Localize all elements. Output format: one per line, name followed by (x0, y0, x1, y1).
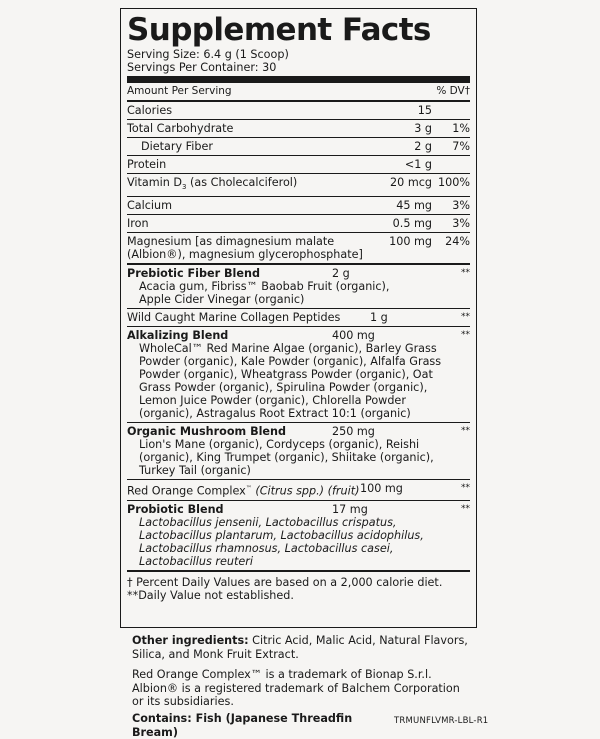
footnote: **Daily Value not established. (127, 588, 294, 602)
nutrient-row: Calcium 45 mg 3% (127, 197, 470, 215)
dv-header-label: % DV† (436, 85, 470, 97)
blend-block: Prebiotic Fiber Blend 2 g ** Acacia gum, Fibriss™ Baobab Fruit (organic), Apple Cider Vinegar (organic) (127, 265, 470, 309)
serving-size: Serving Size: 6.4 g (1 Scoop) (127, 48, 289, 61)
amount-per-serving-label: Amount Per Serving (127, 85, 232, 97)
nutrient-row: Protein <1 g (127, 156, 470, 174)
supplement-facts-panel (120, 8, 477, 628)
blend-block: Probiotic Blend 17 mg ** Lactobacillus jensenii, Lactobacillus crispatus, Lactobacillus plantarum, Lactobacillus acidophilus, Lactobacillus rhamnosus, Lactobacillus casei, Lactobacillus reuteri (127, 501, 470, 572)
nutrient-row: Total Carbohydrate 3 g 1% (127, 120, 470, 138)
nutrient-row: Iron 0.5 mg 3% (127, 215, 470, 233)
blend-block: Wild Caught Marine Collagen Peptides 1 g ** (127, 309, 470, 327)
allergen-statement: Contains: Fish (Japanese Threadfin Bream) (132, 712, 353, 739)
footnote: † Percent Daily Values are based on a 2,000 calorie diet. (127, 575, 443, 589)
label-code: TRMUNFLVMR-LBL-R1 (394, 716, 489, 726)
nutrient-row: Vitamin $D_3$ (as Cholecalciferol) 20 mcg 100% (127, 174, 470, 197)
amount-header-row (127, 83, 470, 102)
other-ingredients: Other ingredients: Citric Acid, Malic Acid, Natural Flavors, Silica, and Monk Fruit Extract. (132, 634, 468, 661)
nutrient-row: Magnesium [as dimagnesium malate (Albion®), magnesium glycerophosphate] 100 mg 24% (127, 233, 470, 265)
blend-block: Alkalizing Blend 400 mg ** WholeCal™ Red Marine Algae (organic), Barley Grass Powder (organic), Kale Powder (organic), Alfalfa Grass Powder (organic), Wheatgrass Powder (organic), Oat Grass Powder (organic), Spirulina Powder (organic), Lemon Juice Powder (organic), Chlorella Powder (organic), Astragalus Root Extract 10:1 (organic) (127, 327, 470, 423)
blend-block: Organic Mushroom Blend 250 mg ** Lion's Mane (organic), Cordyceps (organic), Reishi (organic), King Trumpet (organic), Shiitake (organic), Turkey Tail (organic) (127, 423, 470, 480)
thick-divider (127, 76, 470, 83)
servings-per-container: Servings Per Container: 30 (127, 61, 277, 74)
trademark-notice: Red Orange Complex™ is a trademark of Bionap S.r.l. Albion® is a registered trademark of Balchem Corporation or its subsidiaries. (132, 668, 460, 708)
nutrient-row: Calories 15 (127, 102, 470, 120)
label-title: Supplement Facts (127, 12, 431, 48)
blend-block: Red Orange Complex™ (Citrus spp.) (fruit) 100 mg ** (127, 480, 470, 501)
nutrient-row: Dietary Fiber 2 g 7% (127, 138, 470, 156)
